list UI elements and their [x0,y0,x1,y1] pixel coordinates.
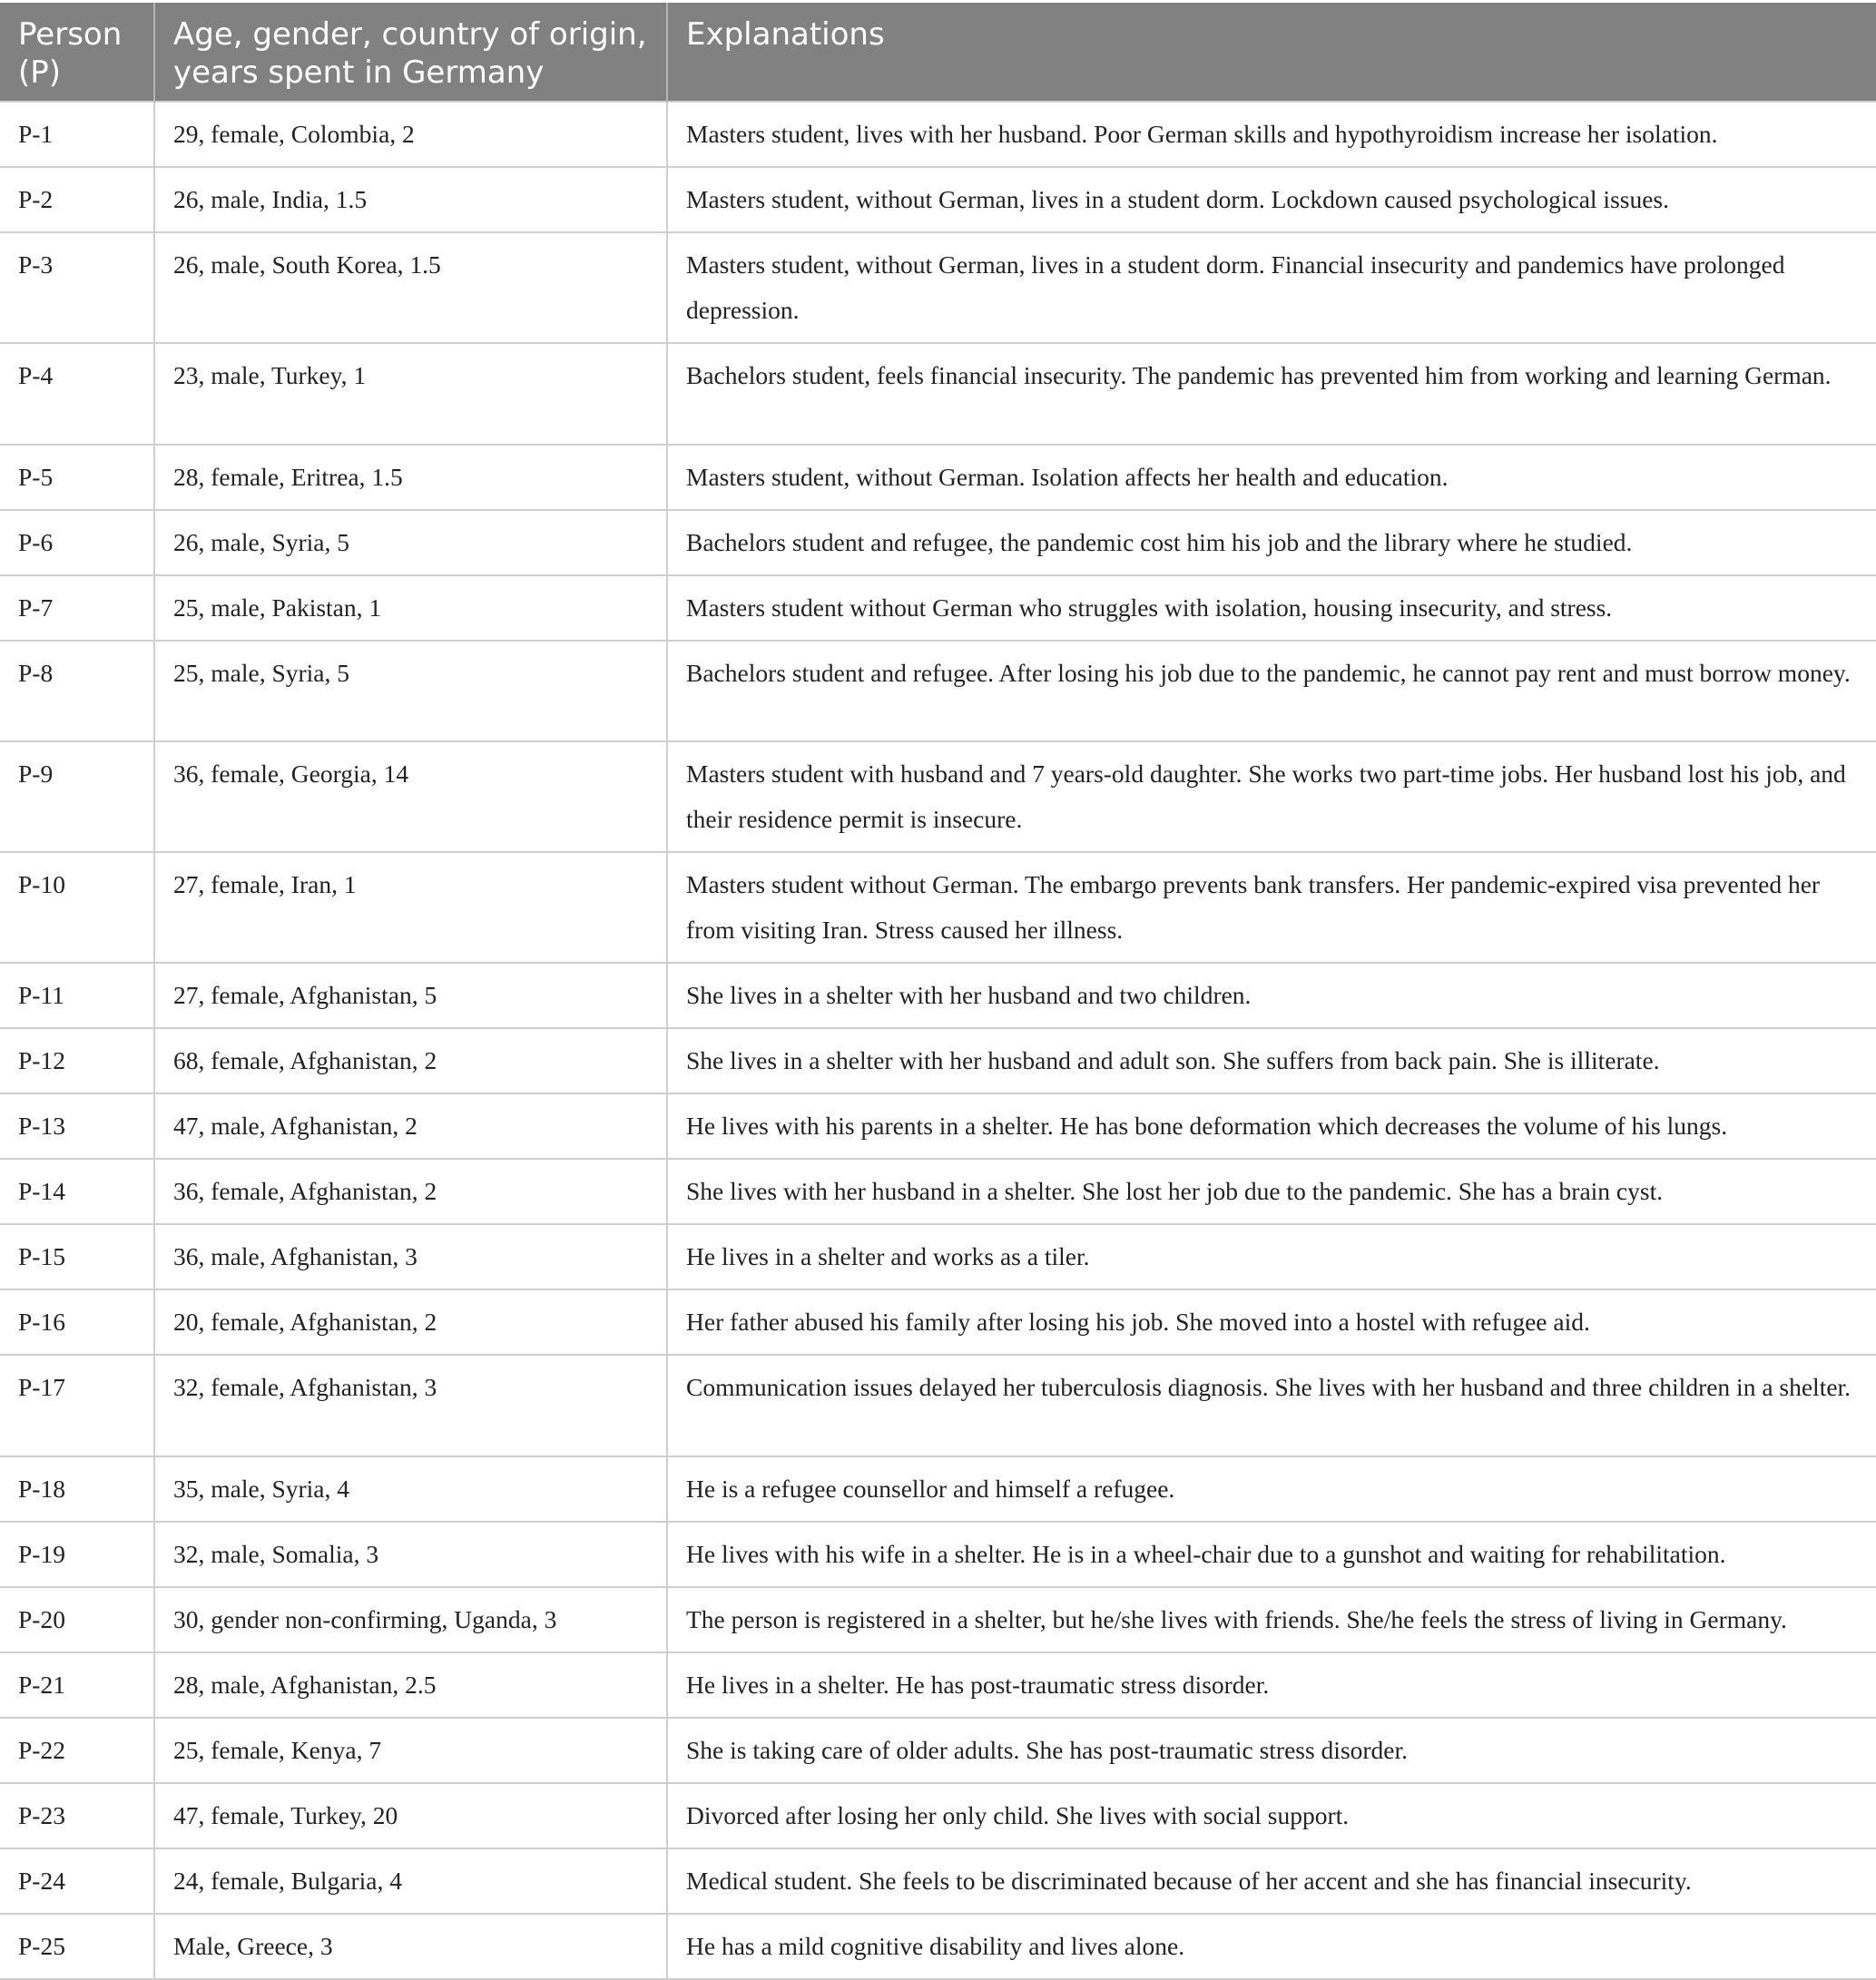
table-row [0,232,1876,343]
cell-person-id: P-17 [0,1355,154,1456]
table-row [0,1522,1876,1587]
cell-demographics: Male, Greece, 3 [154,1914,667,1979]
cell-explanation: The person is registered in a shelter, but he/she lives with friends. She/he feels the stress of living in Germany. [667,1587,1876,1652]
table-row [0,1456,1876,1522]
cell-person-id: P-24 [0,1848,154,1914]
table-row [0,1848,1876,1914]
cell-person-id: P-21 [0,1652,154,1718]
cell-person-id: P-25 [0,1914,154,1979]
cell-person-id: P-8 [0,641,154,742]
cell-explanation: Divorced after losing her only child. She lives with social support. [667,1783,1876,1848]
table-row [0,963,1876,1028]
cell-person-id: P-9 [0,741,154,852]
table-row [0,1914,1876,1979]
cell-demographics: 20, female, Afghanistan, 2 [154,1289,667,1355]
cell-explanation: Her father abused his family after losing his job. She moved into a hostel with refugee aid. [667,1289,1876,1355]
cell-demographics: 28, male, Afghanistan, 2.5 [154,1652,667,1718]
cell-demographics: 25, male, Syria, 5 [154,641,667,742]
cell-person-id: P-10 [0,852,154,963]
cell-person-id: P-4 [0,343,154,445]
table-row [0,1587,1876,1652]
table-row [0,445,1876,510]
cell-demographics: 36, female, Georgia, 14 [154,741,667,852]
cell-person-id: P-23 [0,1783,154,1848]
cell-demographics: 28, female, Eritrea, 1.5 [154,445,667,510]
cell-explanation: Masters student, without German, lives in a student dorm. Financial insecurity and pandemics have prolonged depression. [667,232,1876,343]
cell-demographics: 24, female, Bulgaria, 4 [154,1848,667,1914]
cell-explanation: He is a refugee counsellor and himself a refugee. [667,1456,1876,1522]
cell-demographics: 23, male, Turkey, 1 [154,343,667,445]
cell-explanation: He has a mild cognitive disability and lives alone. [667,1914,1876,1979]
table-row [0,1355,1876,1456]
cell-explanation: Bachelors student and refugee. After losing his job due to the pandemic, he cannot pay rent and must borrow money. [667,641,1876,742]
cell-explanation: She lives in a shelter with her husband and two children. [667,963,1876,1028]
cell-explanation: She is taking care of older adults. She has post-traumatic stress disorder. [667,1718,1876,1783]
cell-explanation: Masters student without German who struggles with isolation, housing insecurity, and stress. [667,575,1876,641]
cell-explanation: Bachelors student and refugee, the pandemic cost him his job and the library where he studied. [667,510,1876,575]
cell-demographics: 26, male, India, 1.5 [154,167,667,232]
cell-person-id: P-15 [0,1224,154,1289]
cell-explanation: Communication issues delayed her tuberculosis diagnosis. She lives with her husband and three children in a shelter. [667,1355,1876,1456]
cell-demographics: 35, male, Syria, 4 [154,1456,667,1522]
cell-demographics: 47, female, Turkey, 20 [154,1783,667,1848]
table-row [0,343,1876,445]
cell-person-id: P-6 [0,510,154,575]
cell-person-id: P-7 [0,575,154,641]
cell-person-id: P-3 [0,232,154,343]
cell-explanation: Masters student without German. The embargo prevents bank transfers. Her pandemic-expired visa prevented her from visiting Iran. Stress caused her illness. [667,852,1876,963]
cell-demographics: 36, male, Afghanistan, 3 [154,1224,667,1289]
cell-explanation: He lives with his wife in a shelter. He is in a wheel-chair due to a gunshot and waiting for rehabilitation. [667,1522,1876,1587]
cell-person-id: P-22 [0,1718,154,1783]
cell-person-id: P-20 [0,1587,154,1652]
cell-demographics: 68, female, Afghanistan, 2 [154,1028,667,1093]
cell-person-id: P-14 [0,1159,154,1224]
cell-demographics: 30, gender non-confirming, Uganda, 3 [154,1587,667,1652]
table-row [0,1652,1876,1718]
table-row [0,1289,1876,1355]
cell-explanation: She lives with her husband in a shelter. She lost her job due to the pandemic. She has a brain cyst. [667,1159,1876,1224]
cell-demographics: 26, male, Syria, 5 [154,510,667,575]
table-row [0,1093,1876,1159]
cell-demographics: 26, male, South Korea, 1.5 [154,232,667,343]
table-row [0,1028,1876,1093]
table-row [0,1224,1876,1289]
cell-demographics: 29, female, Colombia, 2 [154,102,667,167]
header-person: Person (P) [0,3,154,102]
table-row [0,510,1876,575]
cell-person-id: P-5 [0,445,154,510]
cell-explanation: Masters student, without German. Isolation affects her health and education. [667,445,1876,510]
cell-demographics: 32, female, Afghanistan, 3 [154,1355,667,1456]
cell-explanation: He lives in a shelter and works as a tiler. [667,1224,1876,1289]
cell-explanation: He lives in a shelter. He has post-traumatic stress disorder. [667,1652,1876,1718]
table-row [0,575,1876,641]
cell-person-id: P-11 [0,963,154,1028]
cell-demographics: 25, male, Pakistan, 1 [154,575,667,641]
cell-person-id: P-12 [0,1028,154,1093]
cell-explanation: Medical student. She feels to be discriminated because of her accent and she has financial insecurity. [667,1848,1876,1914]
table-row [0,1159,1876,1224]
cell-demographics: 36, female, Afghanistan, 2 [154,1159,667,1224]
header-demographics: Age, gender, country of origin, years spent in Germany [154,3,667,102]
cell-demographics: 32, male, Somalia, 3 [154,1522,667,1587]
table-row [0,852,1876,963]
cell-demographics: 25, female, Kenya, 7 [154,1718,667,1783]
table-row [0,167,1876,232]
cell-person-id: P-16 [0,1289,154,1355]
participants-table-container [0,3,1876,1980]
header-row [0,3,1876,102]
cell-person-id: P-19 [0,1522,154,1587]
table-body [0,102,1876,1979]
header-explanations: Explanations [667,3,1876,102]
cell-explanation: Masters student with husband and 7 years-old daughter. She works two part-time jobs. Her husband lost his job, and their residence permit is insecure. [667,741,1876,852]
cell-explanation: He lives with his parents in a shelter. He has bone deformation which decreases the volume of his lungs. [667,1093,1876,1159]
table-header [0,3,1876,102]
table-row [0,1718,1876,1783]
table-row [0,641,1876,742]
participants-table [0,3,1876,1980]
cell-explanation: Masters student, without German, lives in a student dorm. Lockdown caused psychological issues. [667,167,1876,232]
cell-person-id: P-18 [0,1456,154,1522]
cell-person-id: P-13 [0,1093,154,1159]
cell-demographics: 47, male, Afghanistan, 2 [154,1093,667,1159]
cell-explanation: She lives in a shelter with her husband and adult son. She suffers from back pain. She is illiterate. [667,1028,1876,1093]
cell-explanation: Bachelors student, feels financial insecurity. The pandemic has prevented him from working and learning German. [667,343,1876,445]
cell-demographics: 27, female, Iran, 1 [154,852,667,963]
cell-person-id: P-1 [0,102,154,167]
table-row [0,741,1876,852]
table-row [0,1783,1876,1848]
cell-demographics: 27, female, Afghanistan, 5 [154,963,667,1028]
cell-explanation: Masters student, lives with her husband. Poor German skills and hypothyroidism increase her isolation. [667,102,1876,167]
cell-person-id: P-2 [0,167,154,232]
table-row [0,102,1876,167]
